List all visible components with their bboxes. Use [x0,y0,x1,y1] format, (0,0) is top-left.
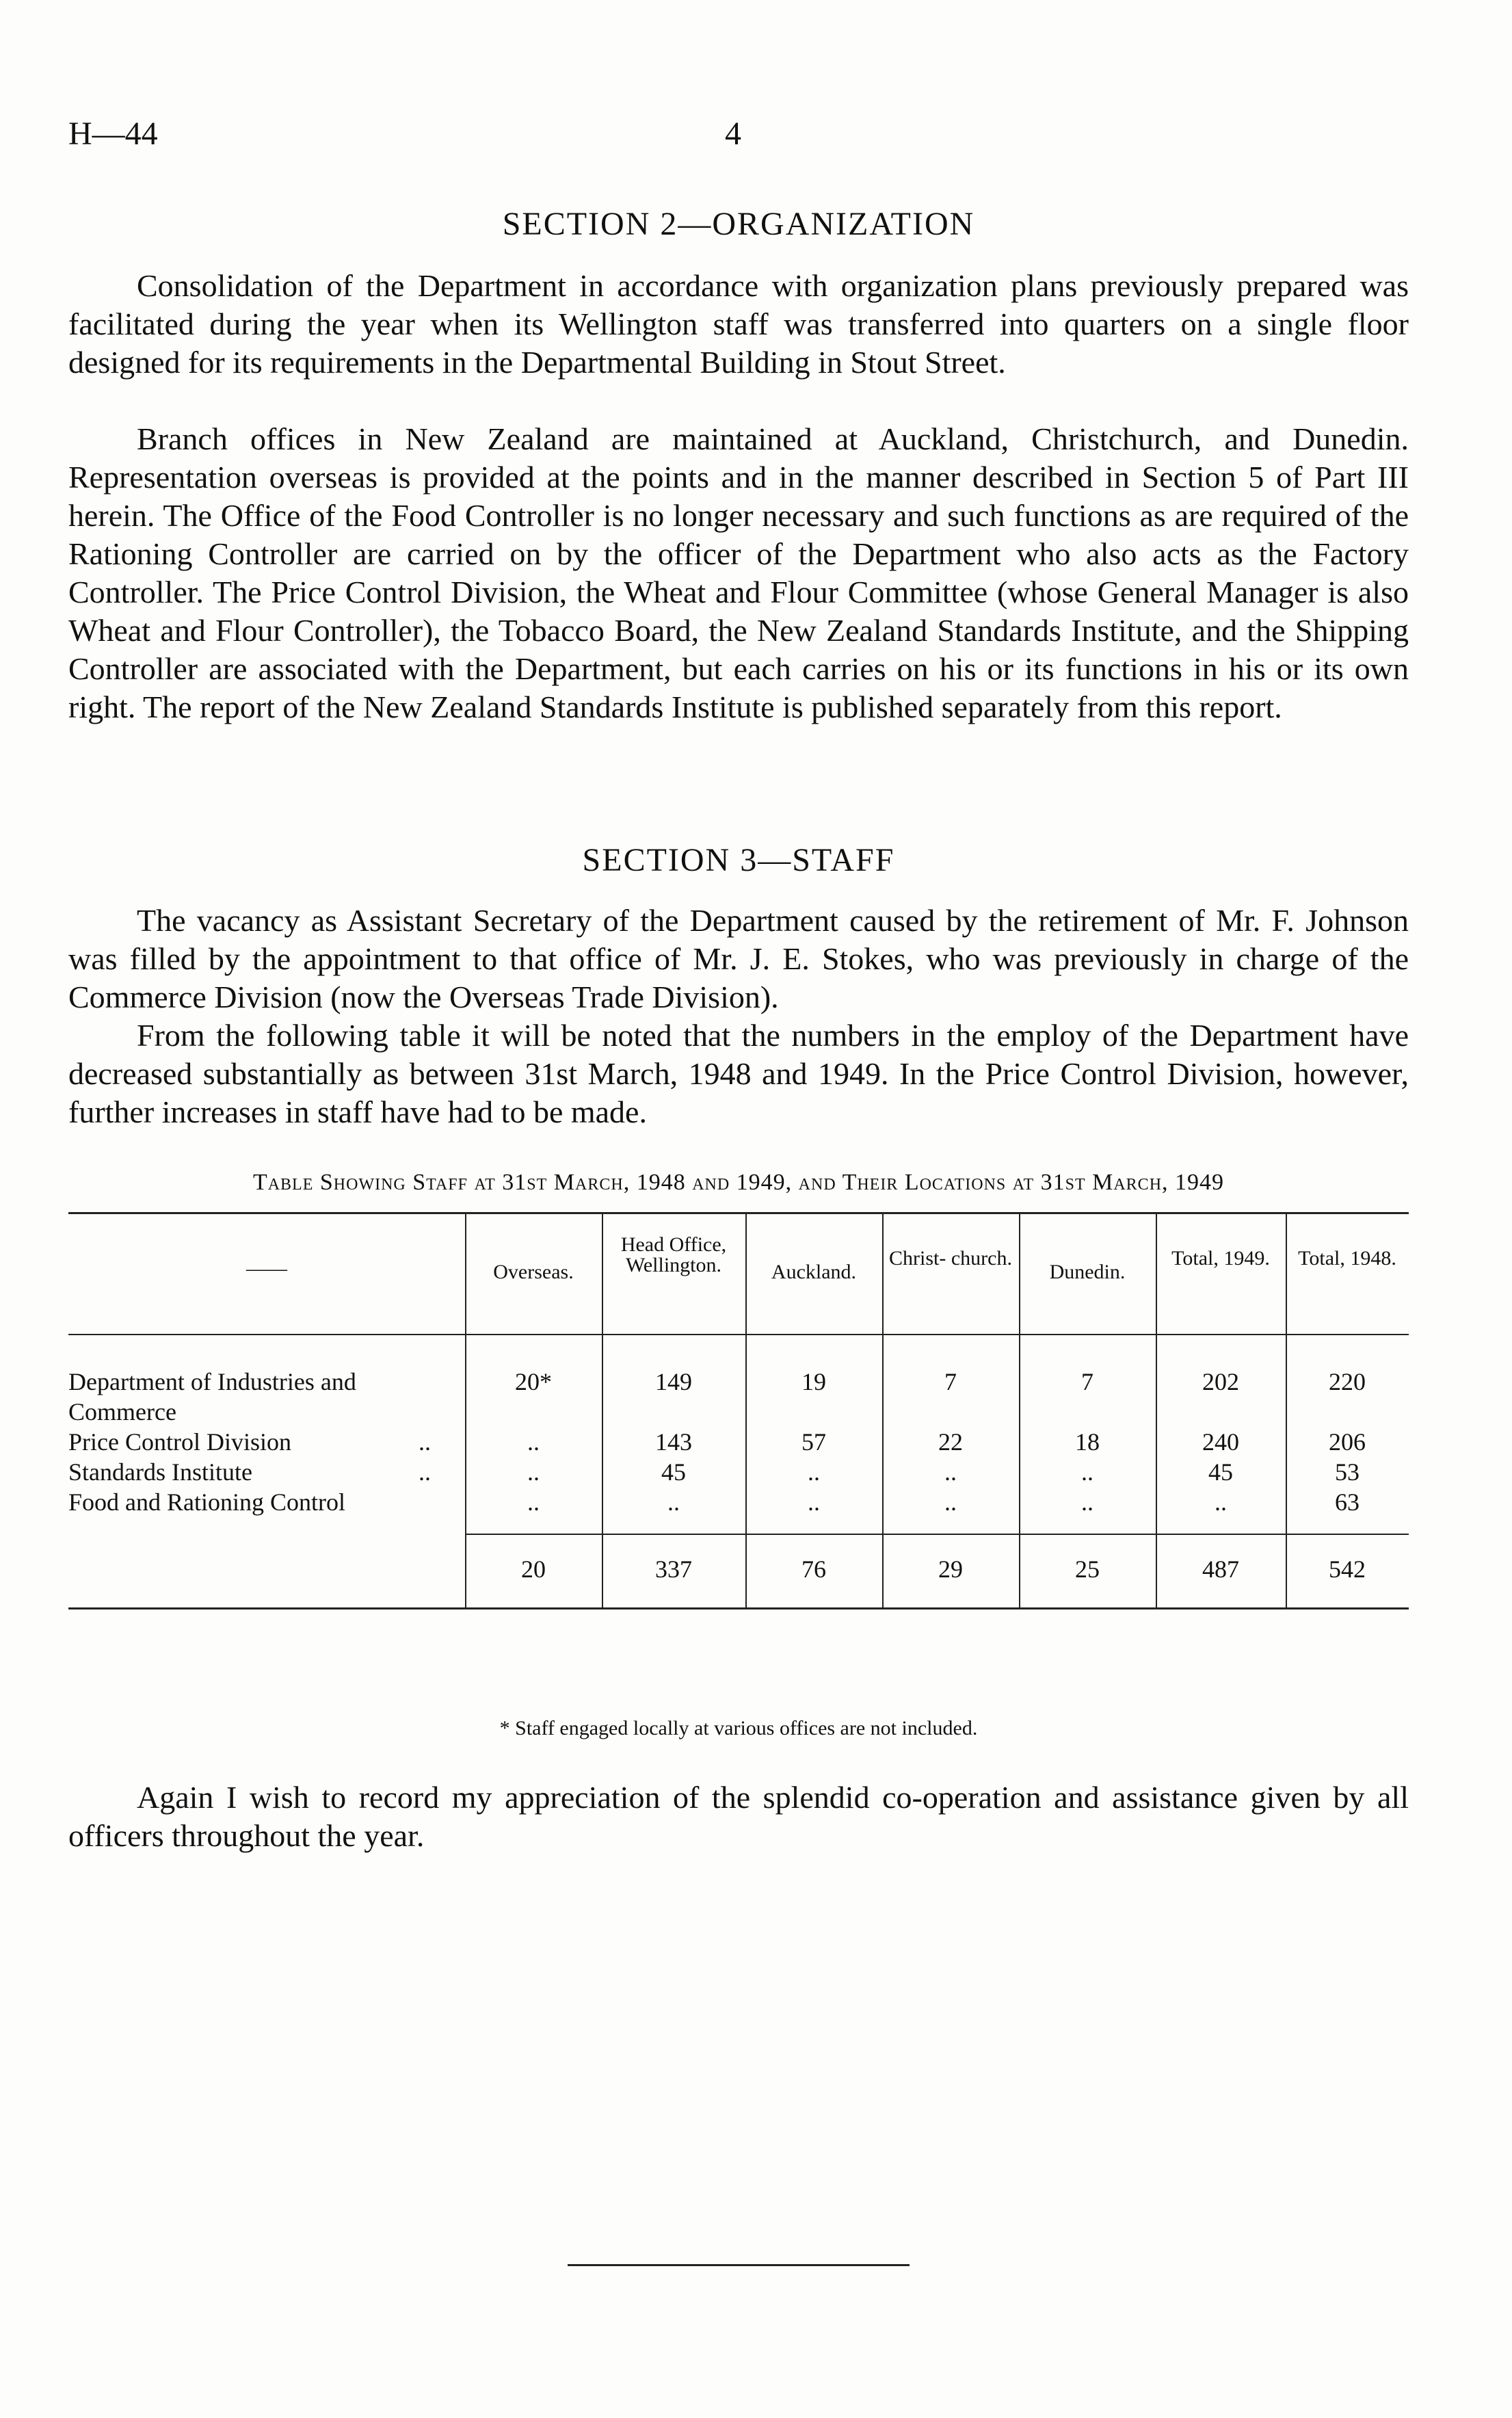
table-cell: 7 [1081,1368,1093,1395]
row-label-text: Standards Institute [68,1458,252,1486]
table-title: Table Showing Staff at 31st March, 1948 and 1949, and Their Locations at 31st March, 1949 [252,1170,1225,1195]
row-label: Department of Industries and Commerce [68,1368,356,1425]
table-cell: .. [944,1488,957,1516]
table-cell: .. [1081,1458,1093,1486]
table-cell: .. [1081,1488,1093,1516]
table-cell: 7 [944,1368,957,1395]
section-3-paragraph-1: The vacancy as Assistant Secretary of the Department caused by the retirement of Mr. F. Johnson was filled by the appointment to that office of Mr. J. E. Stokes, who was previously in charge of the Commerce Division (now the Overseas Trade Division). [68,903,1409,1014]
col-header-overseas: Overseas. [493,1261,574,1283]
col-header-dunedin: Dunedin. [1049,1261,1126,1283]
table-cell: 220 [1329,1368,1366,1395]
section-2-paragraph-1: Consolidation of the Department in accordance with organization plans previously prepared was facilitated during the year when its Wellington staff was transferred into quarters on a single floor designed for its requirements in the Departmental Building in Stout Street. [68,268,1409,380]
col-header-auckland: Auckland. [771,1261,857,1283]
table-cell: .. [527,1488,540,1516]
end-rule [568,2264,910,2266]
table-cell: .. [527,1428,540,1456]
document-reference: H—44 [68,116,158,152]
row-label [68,1427,451,1457]
col-header-total-1949: Total, 1949. [1171,1247,1270,1270]
table-header-rule [68,1334,1409,1335]
table-cell: .. [1215,1488,1227,1516]
closing-paragraph: Again I wish to record my appreciation of the splendid co-operation and assistance given by all officers throughout the year. [68,1780,1409,1853]
table-cell: 45 [661,1458,686,1486]
table-cell: 143 [655,1428,692,1456]
stub-header: —— [246,1257,287,1280]
row-label [68,1457,451,1487]
table-footnote: * Staff engaged locally at various offices are not included. [499,1717,978,1739]
table-cell: 20* [515,1368,552,1395]
section-3-title: SECTION 3—STAFF [582,842,895,878]
total-cell: 29 [938,1555,963,1583]
col-header-head-office: Head Office, Wellington. [620,1233,727,1276]
row-label: Food and Rationing Control [68,1488,345,1516]
page-number: 4 [725,116,741,152]
table-cell: 63 [1335,1488,1360,1516]
section-2-title: SECTION 2—ORGANIZATION [502,206,975,242]
table-cell: 18 [1075,1428,1100,1456]
total-cell: 20 [521,1555,546,1583]
table-cell: .. [808,1488,820,1516]
table-bottom-rule [68,1607,1409,1609]
total-cell: 337 [655,1555,692,1583]
total-cell: 76 [801,1555,826,1583]
col-header-total-1948: Total, 1948. [1298,1247,1396,1270]
table-cell: 19 [801,1368,826,1395]
total-cell: 25 [1075,1555,1100,1583]
col-divider [1156,1212,1157,1607]
table-cell: 57 [801,1428,826,1456]
table-cell: 53 [1335,1458,1360,1486]
table-top-rule [68,1212,1409,1214]
leader-dots: .. [419,1428,431,1456]
total-cell: 487 [1202,1555,1239,1583]
table-cell: 202 [1202,1368,1239,1395]
table-cell: 240 [1202,1428,1239,1456]
col-divider [1286,1212,1287,1607]
section-3-paragraph-2: From the following table it will be noted that the numbers in the employ of the Department have decreased substantially as between 31st March, 1948 and 1949. In the Price Control Division, however, further increases in staff have had to be made. [68,1018,1409,1129]
col-header-christchurch: Christ- church. [889,1247,1012,1270]
section-2-paragraph-2: Branch offices in New Zealand are maintained at Auckland, Christchurch, and Dunedin. Representation overseas is provided at the points and in the manner described in Section 5 of Part III herein. The Office of the Food Controller is no longer necessary and such functions as are required of the Rationing Controller are carried on by the officer of the Department who also acts as the Factory Controller. The Price Control Division, the Wheat and Flour Committee (whose General Manager is also Wheat and Flour Controller), the Tobacco Board, the New Zealand Standards Institute, and the Shipping Controller are associated with the Department, but each carries on his or its functions in his or its own right. The report of the New Zealand Standards Institute is published separately from this report. [68,421,1409,724]
row-label-text: Price Control Division [68,1428,291,1456]
table-cell: 206 [1329,1428,1366,1456]
col-divider [882,1212,884,1607]
table-cell: 45 [1208,1458,1233,1486]
leader-dots: .. [419,1458,431,1486]
total-cell: 542 [1329,1555,1366,1583]
table-cell: .. [667,1488,680,1516]
table-cell: .. [808,1458,820,1486]
page-header [68,115,1409,170]
table-cell: 22 [938,1428,963,1456]
table-cell: .. [944,1458,957,1486]
table-cell: 149 [655,1368,692,1395]
table-total-rule [465,1534,1409,1535]
table-cell: .. [527,1458,540,1486]
